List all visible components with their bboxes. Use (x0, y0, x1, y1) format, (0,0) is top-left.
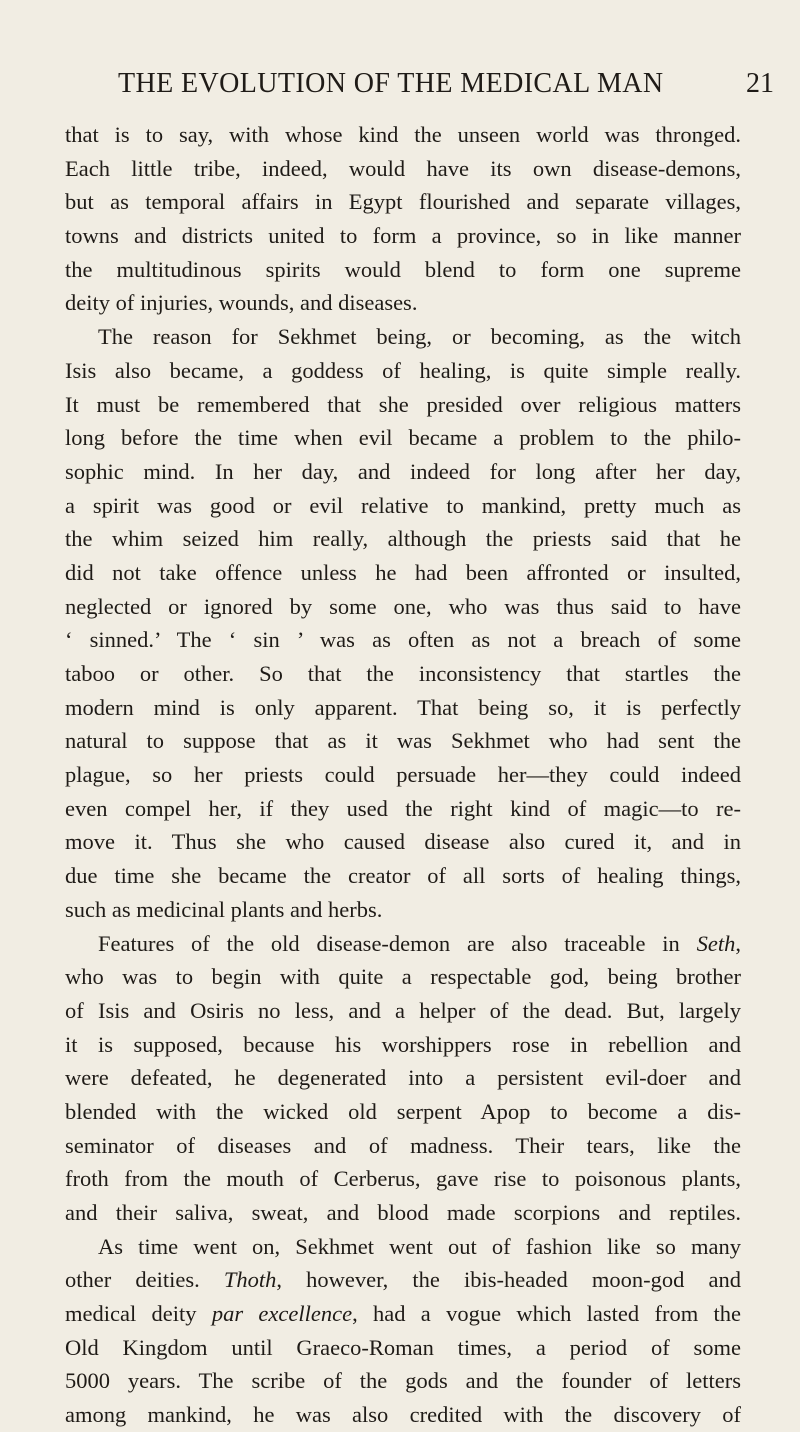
text-line: plague, so her priests could persuade her—they could indeed (65, 762, 741, 788)
running-head (118, 68, 774, 108)
text-line: blended with the wicked old serpent Apop to become a dis- (65, 1098, 741, 1124)
italic-phrase: par excellence (211, 1301, 353, 1327)
text-line: modern mind is only apparent. That being so, it is perfectly (65, 694, 741, 720)
text-line: but as temporal affairs in Egypt flourished and separate villages, (65, 189, 741, 215)
text-line: among mankind, he was also credited with the discovery of (65, 1402, 741, 1428)
text-line: of Isis and Osiris no less, and a helper of the dead. But, largely (65, 997, 741, 1023)
italic-name: Thoth (223, 1267, 277, 1293)
text-line: a spirit was good or evil relative to mankind, pretty much as (65, 492, 741, 518)
page-number: 21 (746, 68, 774, 99)
body-text (65, 118, 741, 1432)
text-run: , (735, 930, 741, 956)
text-line: and their saliva, sweat, and blood made scorpions and reptiles. (65, 1200, 741, 1225)
text-line: who was to begin with quite a respectable god, being brother (65, 964, 741, 990)
italic-name: Seth (696, 930, 736, 956)
text-line: towns and districts united to form a province, so in like manner (65, 223, 741, 249)
text-line (65, 1263, 741, 1297)
running-title: THE EVOLUTION OF THE MEDICAL MAN (118, 68, 664, 99)
text-line: that is to say, with whose kind the unseen world was thronged. (65, 122, 741, 147)
text-run: other deities. (65, 1267, 224, 1293)
paragraph-first-line: As time went on, Sekhmet went out of fashion like so many (98, 1233, 741, 1259)
text-line: taboo or other. So that the inconsistency that startles the (65, 661, 741, 686)
text-line: it is supposed, because his worshippers rose in rebellion and (65, 1031, 741, 1057)
text-line: were defeated, he degenerated into a persistent evil-doer and (65, 1065, 741, 1091)
paragraph-first-line: The reason for Sekhmet being, or becoming, as the witch (98, 324, 741, 350)
text-line: move it. Thus she who caused disease also cured it, and in (65, 829, 741, 855)
text-line: long before the time when evil became a problem to the philo- (65, 425, 741, 451)
text-line: ‘ sinned.’ The ‘ sin ’ was as often as not a breach of some (65, 627, 741, 653)
text-run: Features of the old disease-demon are also traceable in (98, 930, 697, 956)
text-run: , had a vogue which lasted from the (352, 1301, 741, 1327)
text-line: the multitudinous spirits would blend to form one supreme (65, 256, 741, 282)
text-line: neglected or ignored by some one, who was thus said to have (65, 593, 741, 619)
text-line (65, 1297, 741, 1331)
paragraph-first-line (65, 927, 741, 961)
text-run: , however, the ibis-headed moon-god and (276, 1267, 741, 1293)
text-line: did not take offence unless he had been affronted or insulted, (65, 559, 741, 585)
text-line: even compel her, if they used the right kind of magic—to re- (65, 795, 741, 821)
text-line: froth from the mouth of Cerberus, gave rise to poisonous plants, (65, 1166, 741, 1192)
text-line: deity of injuries, wounds, and diseases. (65, 290, 418, 316)
text-line: sophic mind. In her day, and indeed for long after her day, (65, 458, 741, 484)
text-line: natural to suppose that as it was Sekhmet who had sent the (65, 728, 741, 754)
text-line: Each little tribe, indeed, would have its own disease-demons, (65, 155, 741, 181)
text-line: the whim seized him really, although the priests said that he (65, 526, 741, 552)
text-line: Isis also became, a goddess of healing, is quite simple really. (65, 357, 741, 383)
text-line: due time she became the creator of all sorts of healing things, (65, 863, 741, 889)
text-line: seminator of diseases and of madness. Their tears, like the (65, 1132, 741, 1158)
text-line: 5000 years. The scribe of the gods and the founder of letters (65, 1368, 741, 1394)
text-line: It must be remembered that she presided over religious matters (65, 391, 741, 417)
text-line: Old Kingdom until Graeco-Roman times, a period of some (65, 1334, 741, 1360)
text-line: such as medicinal plants and herbs. (65, 896, 383, 922)
text-run: medical deity (65, 1301, 212, 1327)
